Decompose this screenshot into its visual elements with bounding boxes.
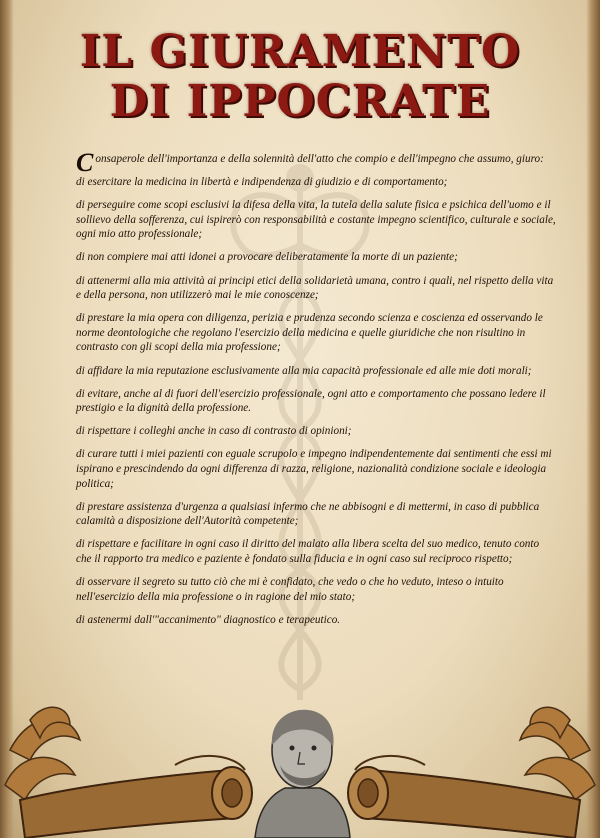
oath-clause: di prestare assistenza d'urgenza a qualsiasi infermo che ne abbisogni e di mettermi, in caso di pubblica calamità a disposizione dell'Autorità competente; (76, 500, 540, 528)
acanthus-left-icon (5, 707, 80, 800)
oath-clause: di osservare il segreto su tutto ciò che mi è confidato, che vedo o che ho veduto, inteso o intuito nell'esercizio della mia professione o in ragione del mio stato; (76, 576, 504, 603)
oath-clause: di rispettare e facilitare in ogni caso il diritto del malato alla libera scelta del suo medico, tenuto conto che il rapporto tra medico e paziente è fondato sulla fiducia e in ogni caso sul reciproco rispetto; (76, 538, 540, 565)
oath-clause: di esercitare la medicina in libertà e indipendenza di giudizio e di comportamento; (76, 176, 448, 189)
oath-clause: di perseguire come scopi esclusivi la difesa della vita, la tutela della salute fisica e psichica dell'uomo e il sollievo della sofferenza, cui ispirerò con responsabilità e costante impegno scientifico, culturale e sociale, ogni mio atto professionale; (76, 199, 556, 241)
document-title (0, 18, 600, 127)
oath-clause: di evitare, anche al di fuori dell'esercizio professionale, ogni atto e comportamento che possano ledere il prestigio e la dignità della professione. (76, 387, 546, 415)
oath-clause: di curare tutti i miei pazienti con eguale scrupolo e impegno indipendentemente dai sentimenti che essi mi ispirano e prescindendo da ogni differenza di razza, religione, nazionalità condizione sociale e ideologia politica; (76, 448, 552, 490)
bottom-ornament (0, 690, 600, 838)
oath-text (76, 148, 556, 636)
oath-clause: di rispettare i colleghi anche in caso di contrasto di opinioni; (76, 425, 352, 438)
oath-clause: di non compiere mai atti idonei a provocare deliberatamente la morte di un paziente; (76, 251, 458, 264)
acanthus-right-icon (520, 707, 595, 800)
oath-clause: di astenermi dall'"accanimento" diagnostico e terapeutico. (76, 613, 341, 626)
hippocrates-bust-icon (255, 710, 350, 838)
title-line-1: IL GIURAMENTO (79, 26, 521, 77)
oath-clause: di prestare la mia opera con diligenza, perizia e prudenza secondo scienza e coscienza ed osservando le norme deontologiche che regolano l'esercizio della medicina e quelle giuridiche che non risultino in contrasto con gli scopi della mia professione; (76, 312, 543, 354)
oath-intro: Consaperole dell'importanza e della solennità dell'atto che compio e dell'impegno che assumo, giuro: (76, 148, 544, 177)
oath-clause: di attenermi alla mia attività ai principi etici della solidarietà umana, contro i quali, nel rispetto della vita e della persona, non utilizzerò mai le mie conoscenze; (76, 274, 554, 302)
title-line-2: DI IPPOCRATE (109, 76, 491, 127)
oath-clause: di affidare la mia reputazione esclusivamente alla mia capacità professionale ed alle mie doti morali; (76, 364, 532, 377)
